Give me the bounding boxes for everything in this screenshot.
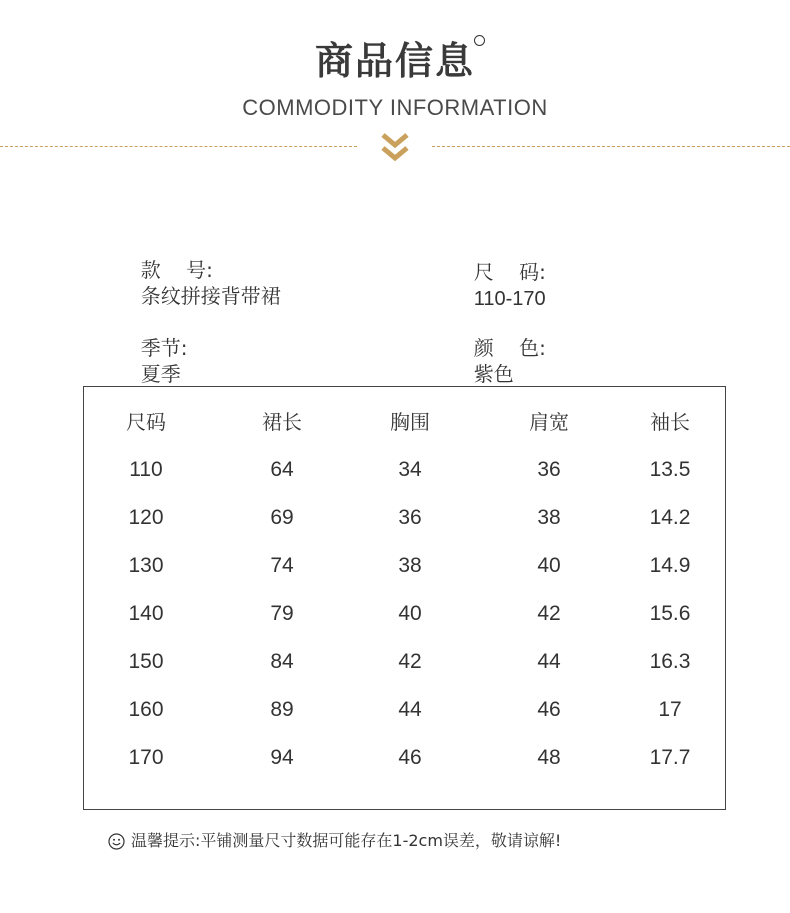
table-header-skirt-length: 裙长	[262, 410, 302, 434]
table-cell-skirt-length: 79	[270, 602, 294, 625]
smiley-icon	[108, 833, 125, 850]
color-value: 紫色	[473, 362, 514, 386]
table-header-sleeve-length: 袖长	[650, 410, 690, 434]
table-cell-shoulder-width: 42	[537, 602, 561, 625]
table-cell-size: 140	[128, 602, 164, 625]
table-cell-shoulder-width: 44	[537, 650, 561, 673]
style-number-label: 款 号:	[140, 258, 213, 282]
table-cell-skirt-length: 89	[270, 698, 294, 721]
size-range	[461, 233, 546, 312]
table-cell-sleeve-length: 13.5	[649, 458, 691, 481]
table-cell-shoulder-width: 48	[537, 746, 561, 769]
table-cell-bust: 40	[398, 602, 422, 625]
table-cell-sleeve-length: 17	[658, 698, 682, 721]
divider-right	[432, 146, 790, 147]
table-cell-sleeve-length: 14.9	[649, 554, 691, 577]
divider-left	[0, 146, 357, 147]
table-cell-bust: 46	[398, 746, 422, 769]
table-cell-shoulder-width: 40	[537, 554, 561, 577]
table-cell-bust: 42	[398, 650, 422, 673]
table-cell-skirt-length: 74	[270, 554, 294, 577]
size-range-label: 尺 码:	[473, 260, 546, 284]
table-header-shoulder-width: 肩宽	[529, 410, 569, 434]
table-cell-bust: 44	[398, 698, 422, 721]
table-cell-size: 110	[129, 458, 163, 481]
table-cell-size: 150	[128, 650, 164, 673]
table-cell-size: 160	[128, 698, 164, 721]
table-cell-size: 130	[128, 554, 164, 577]
table-cell-skirt-length: 94	[270, 746, 294, 769]
table-cell-bust: 38	[398, 554, 422, 577]
tip-text: 温馨提示:平铺测量尺寸数据可能存在1-2cm误差，敬请谅解!	[131, 831, 562, 850]
tip-note	[108, 830, 561, 852]
table-header-bust: 胸围	[390, 410, 430, 434]
double-chevron-down-icon	[380, 132, 410, 164]
style-number-value: 条纹拼接背带裙	[140, 284, 281, 308]
table-cell-skirt-length: 69	[270, 506, 294, 529]
size-table	[83, 386, 726, 810]
table-cell-sleeve-length: 14.2	[649, 506, 691, 529]
page-title: 商品信息	[314, 39, 475, 83]
season-label: 季节:	[140, 336, 188, 360]
table-cell-size: 120	[128, 506, 164, 529]
table-cell-bust: 34	[398, 458, 422, 481]
table-cell-shoulder-width: 46	[537, 698, 561, 721]
table-header-size: 尺码	[126, 410, 166, 434]
style-number	[128, 231, 281, 309]
size-range-value: 110-170	[473, 288, 546, 310]
season	[128, 309, 187, 387]
table-cell-sleeve-length: 15.6	[649, 602, 691, 625]
page-subtitle: COMMODITY INFORMATION	[242, 95, 548, 120]
color	[461, 309, 546, 387]
table-cell-bust: 36	[398, 506, 422, 529]
table-cell-skirt-length: 84	[270, 650, 294, 673]
table-cell-shoulder-width: 36	[537, 458, 561, 481]
table-cell-size: 170	[128, 746, 164, 769]
season-value: 夏季	[140, 362, 181, 386]
table-cell-sleeve-length: 16.3	[649, 650, 691, 673]
table-cell-skirt-length: 64	[270, 458, 294, 481]
table-cell-shoulder-width: 38	[537, 506, 561, 529]
table-cell-sleeve-length: 17.7	[649, 746, 691, 769]
color-label: 颜 色:	[473, 336, 546, 360]
circle-icon	[474, 35, 485, 46]
